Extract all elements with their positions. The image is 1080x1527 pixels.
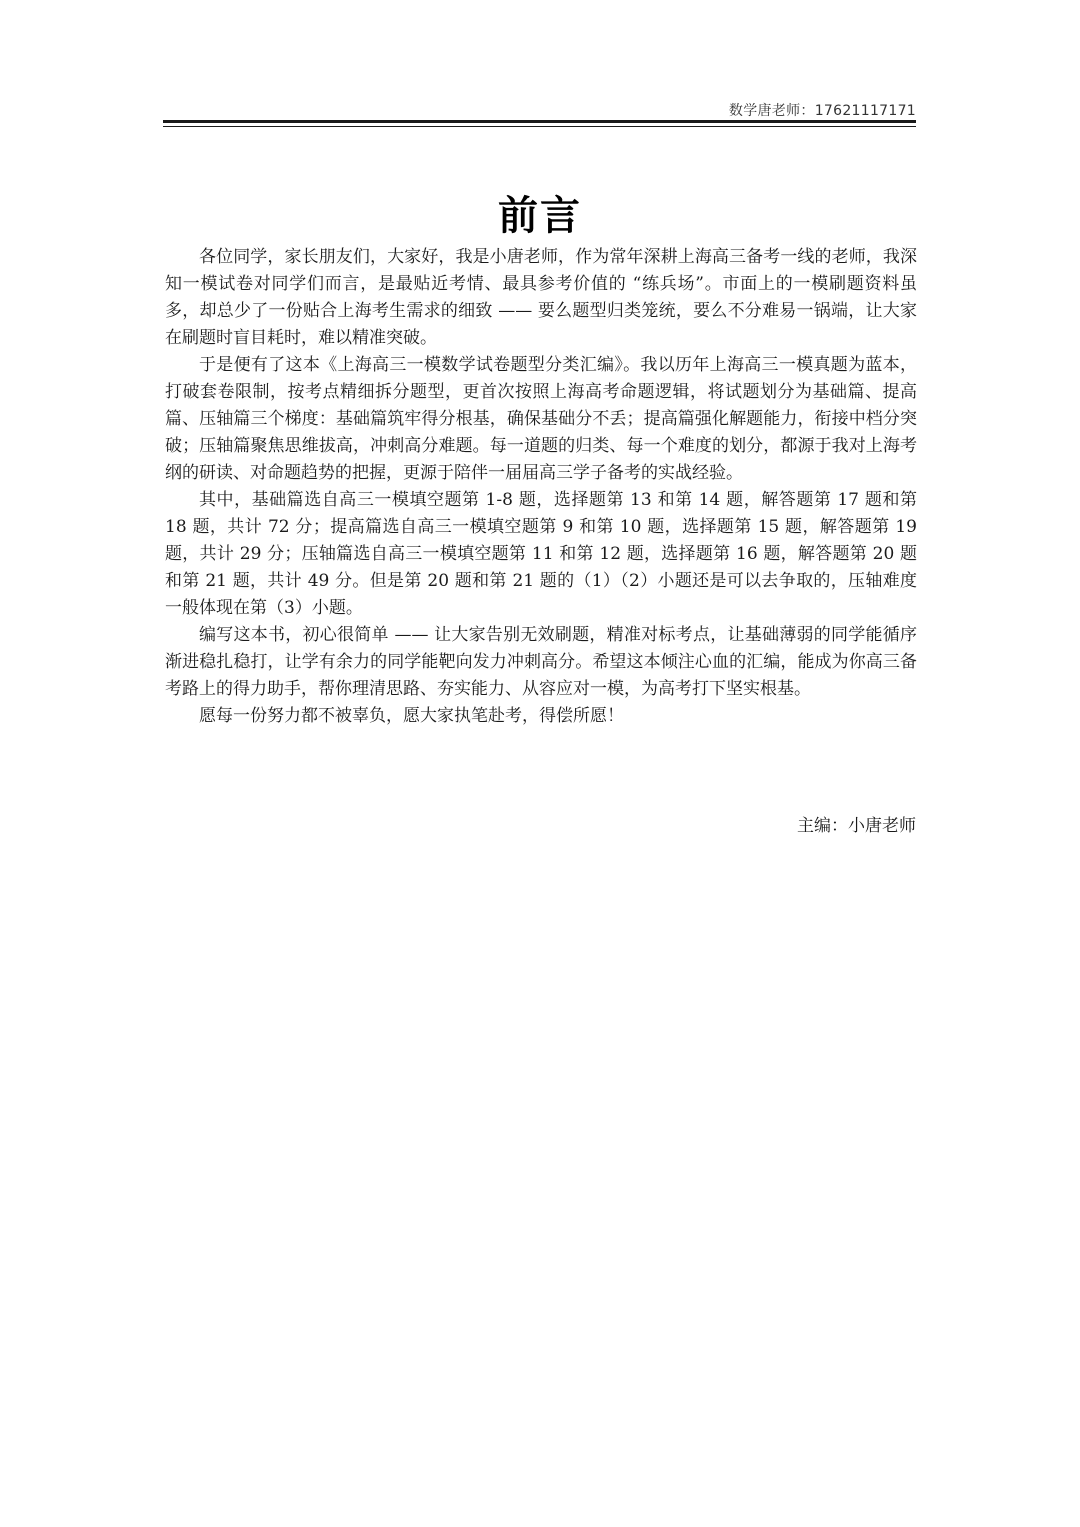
header-rule — [163, 120, 916, 123]
paragraph-book-intro: 于是便有了这本《上海高三一模数学试卷题型分类汇编》。我以历年上海高三一模真题为蓝本，打破套卷限制，按考点精细拆分题型，更首次按照上海高考命题逻辑，将试题划分为基础篇、提高篇、压轴篇三个梯度：基础篇筑牢得分根基，确保基础分不丢；提高篇强化解题能力，衔接中档分突破；压轴篇聚焦思维拔高，冲刺高分难题。每一道题的归类、每一个难度的划分，都源于我对上海考纲的研读、对命题趋势的把握，更源于陪伴一届届高三学子备考的实战经验。 — [165, 355, 917, 483]
paragraph-wish: 愿每一份努力都不被辜负，愿大家执笔赴考，得偿所愿！ — [199, 706, 624, 726]
preface-body — [165, 244, 917, 730]
header-rule-thin — [163, 126, 916, 127]
signature: 主编：小唐老师 — [797, 816, 916, 836]
page-title: 前言 — [498, 193, 582, 239]
paragraph-purpose: 编写这本书，初心很简单 —— 让大家告别无效刷题，精准对标考点，让基础薄弱的同学能循序渐进稳扎稳打，让学有余力的同学能靶向发力冲刺高分。希望这本倾注心血的汇编，能成为你高三备考路上的得力助手，帮你理清思路、夯实能力、从容应对一模，为高考打下坚实根基。 — [165, 625, 917, 699]
paragraph-intro: 各位同学，家长朋友们，大家好，我是小唐老师，作为常年深耕上海高三备考一线的老师，我深知一模试卷对同学们而言，是最贴近考情、最具参考价值的 “练兵场”。市面上的一模刷题资料虽多，却总少了一份贴合上海考生需求的细致 —— 要么题型归类笼统，要么不分难易一锅端，让大家在刷题时盲目耗时，难以精准突破。 — [165, 247, 917, 348]
paragraph-section-breakdown: 其中，基础篇选自高三一模填空题第 1-8 题，选择题第 13 和第 14 题，解答题第 17 题和第 18 题，共计 72 分；提高篇选自高三一模填空题第 9 和第 10 题，选择题第 15 题，解答题第 19 题，共计 29 分；压轴篇选自高三一模填空题第 11 和第 12 题，选择题第 16 题，解答题第 20 题和第 21 题，共计 49 分。但是第 20 题和第 21 题的（1）（2）小题还是可以去争取的，压轴难度一般体现在第（3）小题。 — [165, 490, 917, 618]
header-contact: 数学唐老师：17621117171 — [728, 103, 916, 119]
